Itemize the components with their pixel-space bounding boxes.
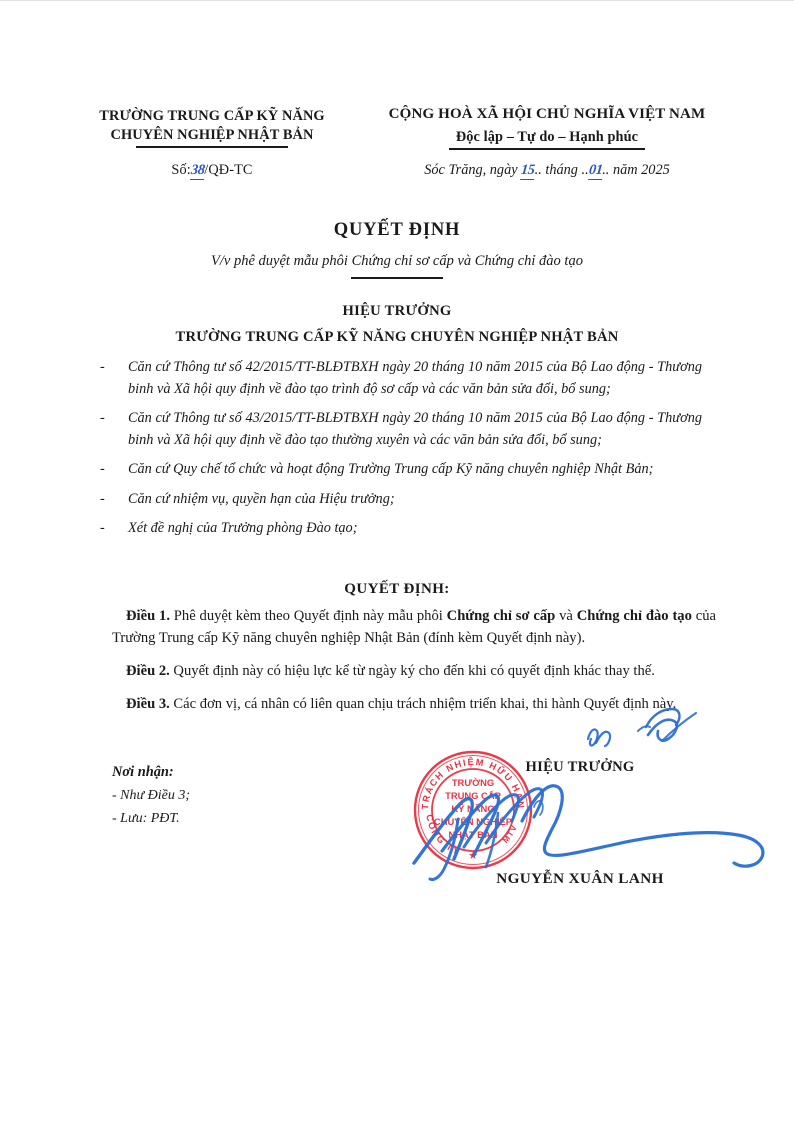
legal-basis-item xyxy=(100,357,702,400)
document-number-value: 38 xyxy=(190,161,206,178)
month-dots: .. xyxy=(602,161,610,178)
legal-basis-text: Xét đề nghị của Trưởng phòng Đào tạo; xyxy=(128,520,358,536)
day-dots: .. xyxy=(534,161,542,178)
decides-heading: QUYẾT ĐỊNH: xyxy=(344,581,450,597)
day-value: 15 xyxy=(520,161,536,178)
article-item xyxy=(112,605,716,649)
recipients-title: Nơi nhận: xyxy=(112,764,174,780)
recipient-item: - Lưu: PĐT. xyxy=(112,811,180,826)
recipients-block xyxy=(112,761,190,830)
legal-basis-text: Căn cứ Quy chế tổ chức và hoạt động Trường Trung cấp Kỹ năng chuyên nghiệp Nhật Bản; xyxy=(128,461,654,477)
seal-inner-line-3: KỸ NĂNG xyxy=(451,803,495,814)
seal-outer-right-text: MTV xyxy=(500,822,520,845)
year-value: 2025 xyxy=(641,161,670,178)
legal-basis-text: Căn cứ Thông tư số 42/2015/TT-BLĐTBXH ngày 20 tháng 10 năm 2015 của Bộ Lao động - Thương binh và Xã hội quy định về đào tạo trình độ sơ cấp và các văn bản sửa đổi, bổ sung; xyxy=(128,359,702,397)
legal-basis-item xyxy=(100,518,702,540)
signatory-name: NGUYỄN XUÂN LANH xyxy=(496,870,664,887)
seal-inner-line-1: TRƯỜNG xyxy=(451,777,495,788)
legal-basis-item xyxy=(100,489,702,511)
article-label: Điều 2. xyxy=(126,663,170,679)
article-item xyxy=(112,693,716,715)
month-dot-leading: .. xyxy=(581,161,589,178)
seal-star-icon: ★ xyxy=(468,849,478,862)
seal-inner-line-5: NHẬT BẢN xyxy=(448,829,498,840)
article-text-before: Quyết định này có hiệu lực kể từ ngày ký cho đến khi có quyết định khác thay thế. xyxy=(169,663,655,679)
organization-name-line1: TRƯỜNG TRUNG CẤP KỸ NĂNG xyxy=(99,108,325,124)
legal-basis-item xyxy=(100,408,702,451)
seal-inner-line-2: TRUNG CẤP xyxy=(445,790,501,801)
bullet-dash: - xyxy=(100,520,105,536)
motto-underline xyxy=(449,148,645,150)
article-text-after: của Trường Trung cấp Kỹ năng chuyên nghiệp Nhật Bản (đính kèm Quyết định này). xyxy=(112,608,716,646)
article-bold-term-1: Chứng chỉ sơ cấp xyxy=(446,608,556,624)
month-label: tháng xyxy=(545,161,578,178)
article-text-mid: và xyxy=(555,608,577,624)
authority-title: HIỆU TRƯỞNG xyxy=(342,303,452,319)
recipient-item: - Như Điều 3; xyxy=(112,788,191,803)
article-bold-term-2: Chứng chỉ đào tạo xyxy=(576,608,692,624)
document-number-suffix: /QĐ-TC xyxy=(204,161,253,178)
national-title: CỘNG HOÀ XÃ HỘI CHỦ NGHĨA VIỆT NAM xyxy=(388,106,706,122)
article-text-before: Các đơn vị, cá nhân có liên quan chịu trách nhiệm triển khai, thi hành Quyết định này. xyxy=(169,696,677,712)
national-motto: Độc lập – Tự do – Hạnh phúc xyxy=(455,129,639,145)
article-label: Điều 1. xyxy=(126,608,170,624)
issuing-authority-block xyxy=(0,303,794,346)
article-text-before: Phê duyệt kèm theo Quyết định này mẫu phôi xyxy=(169,608,447,624)
document-number xyxy=(62,162,362,180)
document-title: QUYẾT ĐỊNH xyxy=(333,220,461,240)
organization-name-line2: CHUYÊN NGHIỆP NHẬT BẢN xyxy=(110,127,314,143)
authority-organization: TRƯỜNG TRUNG CẤP KỸ NĂNG CHUYÊN NGHIỆP NHẬT BẢN xyxy=(175,329,619,345)
organization-underline xyxy=(136,146,288,148)
month-value: 01 xyxy=(587,161,604,178)
legal-basis-item xyxy=(100,459,702,481)
legal-basis-text: Căn cứ nhiệm vụ, quyền hạn của Hiệu trưởng; xyxy=(128,490,395,507)
place-and-date xyxy=(362,162,732,180)
seal-outer-top-text: TRÁCH NHIỆM HỮU HẠN xyxy=(419,756,527,811)
document-title-block xyxy=(0,220,794,279)
seal-inner-line-4: CHUYÊN NGHIỆP xyxy=(433,816,513,827)
legal-basis-list xyxy=(100,357,702,548)
bullet-dash: - xyxy=(100,359,105,375)
year-label: năm xyxy=(612,161,638,178)
document-number-label: Số: xyxy=(171,161,191,178)
seal-outer-bottom-text: CÔNG TY xyxy=(424,813,463,857)
document-header xyxy=(62,105,732,180)
bullet-dash: - xyxy=(100,490,105,507)
bullet-dash: - xyxy=(100,410,105,426)
signature-block xyxy=(430,759,730,888)
articles-list xyxy=(112,605,716,726)
signatory-title: HIỆU TRƯỞNG xyxy=(525,759,635,775)
issuing-organization-block xyxy=(62,105,362,180)
document-subtitle: V/v phê duyệt mẫu phôi Chứng chỉ sơ cấp và Chứng chỉ đào tạo xyxy=(211,253,583,269)
subtitle-underline xyxy=(351,277,443,279)
national-heading-block xyxy=(362,105,732,180)
article-label: Điều 3. xyxy=(126,696,170,712)
legal-basis-text: Căn cứ Thông tư số 43/2015/TT-BLĐTBXH ngày 20 tháng 10 năm 2015 của Bộ Lao động - Thương binh và Xã hội quy định về đào tạo thường xuyên và các văn bản sửa đổi, bổ sung; xyxy=(128,410,702,448)
place-label: Sóc Trăng, ngày xyxy=(424,161,518,178)
bullet-dash: - xyxy=(100,461,105,477)
article-item xyxy=(112,660,716,682)
